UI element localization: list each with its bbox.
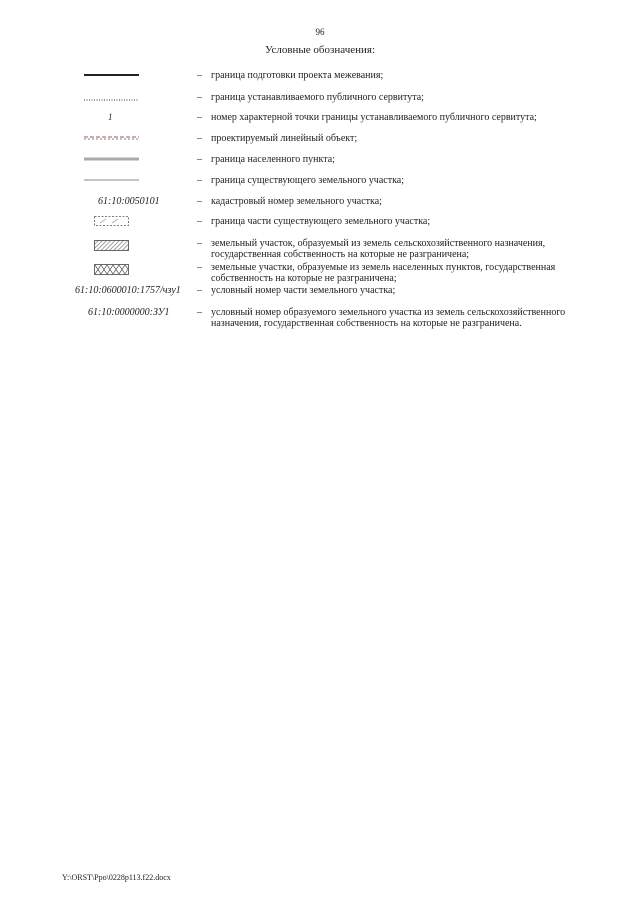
linear-object-symbol (84, 135, 140, 141)
legend-text: земельный участок, образуемый из земель сельскохозяйственного назначения, государственная собственность на которые не разграничена; (211, 238, 546, 260)
legend-dash: – (197, 154, 202, 165)
cadastral-number-label: 61:10:0050101 (98, 196, 160, 207)
dotted-line-symbol (84, 98, 140, 102)
legend-text: кадастровый номер земельного участка; (211, 196, 382, 207)
legend-dash: – (197, 238, 202, 249)
legend-dash: – (197, 285, 202, 296)
legend-dash: – (197, 262, 202, 273)
legend-text: проектируемый линейный объект; (211, 133, 358, 144)
legend-text: условный номер образуемого земельного участка из земель сельскохозяйственного назначения, государственная собственность на которые не разграничена. (211, 307, 566, 329)
legend-text: граница части существующего земельного участка; (211, 216, 431, 227)
legend-dash: – (197, 112, 202, 123)
legend-dash: – (197, 196, 202, 207)
legend-text: номер характерной точки границы устанавливаемого публичного сервитута; (211, 112, 537, 123)
legend-dash: – (197, 175, 202, 186)
legend-dash: – (197, 307, 202, 318)
new-parcel-number-label: 61:10:0000000:ЗУ1 (88, 307, 170, 318)
legend-text: земельные участки, образуемые из земель населенных пунктов, государственная собственность на которые не разграничена; (211, 262, 556, 284)
legend-text: граница существующего земельного участка; (211, 175, 404, 186)
point-number-label: 1 (108, 112, 113, 122)
legend-text: граница устанавливаемого публичного сервитута; (211, 92, 424, 103)
thin-line-symbol (84, 178, 140, 182)
legend-text: граница подготовки проекта межевания; (211, 70, 384, 81)
legend-dash: – (197, 92, 202, 103)
cross-rect-symbol (94, 264, 130, 276)
document-path-footer: Y:\ORST\Ppo\0228p113.f22.docx (62, 873, 171, 882)
legend-text: граница населенного пункта; (211, 154, 335, 165)
page-number: 96 (315, 27, 325, 37)
legend-text: условный номер части земельного участка; (211, 285, 396, 296)
legend-dash: – (197, 133, 202, 144)
thick-line-symbol (84, 73, 140, 77)
legend-dash: – (197, 216, 202, 227)
hatched-rect-symbol (94, 240, 130, 252)
page-title: Условные обозначения: (264, 44, 376, 56)
dashed-rect-symbol (94, 216, 130, 227)
grey-line-symbol (84, 157, 140, 161)
legend-dash: – (197, 70, 202, 81)
part-number-label: 61:10:0600010:1757/чзу1 (75, 285, 181, 296)
